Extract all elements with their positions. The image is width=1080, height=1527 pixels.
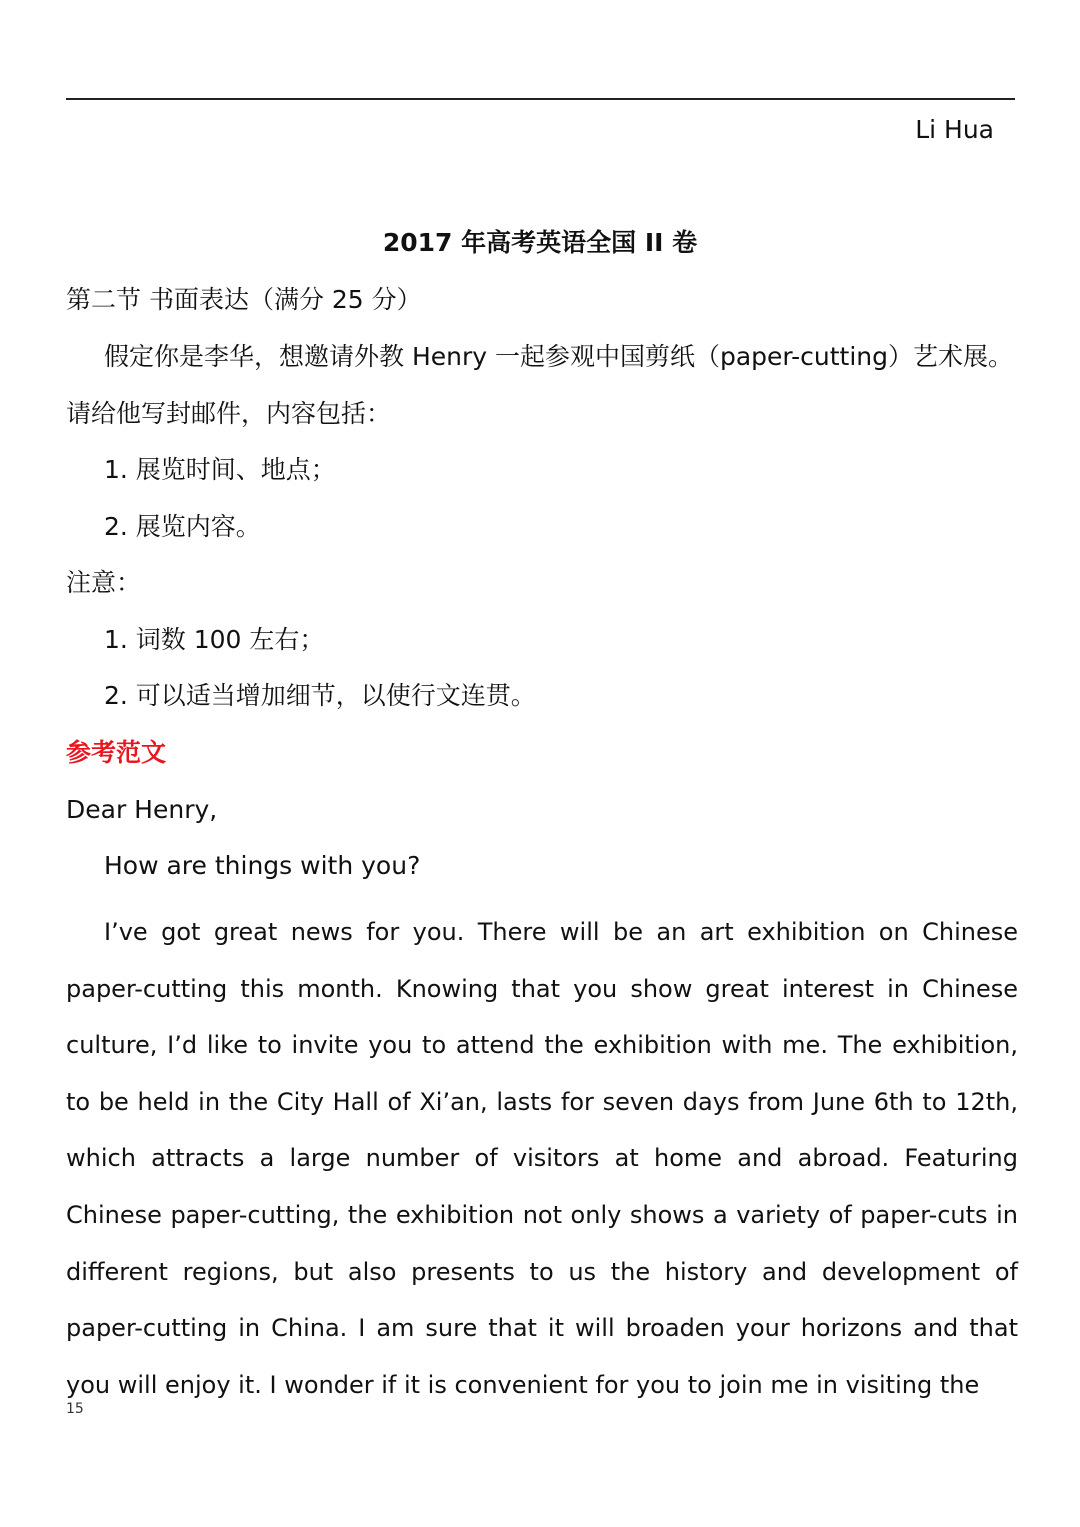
content-item-1: 1. 展览时间、地点；: [104, 455, 336, 484]
letter-signature: Li Hua: [915, 115, 994, 144]
page-title: 2017 年高考英语全国 II 卷: [382, 228, 698, 257]
page-number: 15: [66, 1401, 84, 1417]
prompt-line-2: 请给他写封邮件，内容包括：: [66, 399, 392, 428]
content-item-2: 2. 展览内容。: [104, 512, 261, 541]
letter-greeting: Dear Henry,: [66, 795, 218, 824]
notes-item-1: 1. 词数 100 左右；: [104, 625, 325, 654]
sample-essay-heading: 参考范文: [66, 738, 167, 767]
prompt-line-1: 假定你是李华，想邀请外教 Henry 一起参观中国剪纸（paper-cutting）艺术展。: [104, 342, 1013, 371]
top-divider: [66, 98, 1015, 100]
notes-heading: 注意：: [66, 568, 142, 597]
letter-opening: How are things with you?: [104, 851, 421, 880]
letter-body-paragraph: I’ve got great news for you. There will be an art exhibition on Chinese paper-cutting this month. Knowing that you show great interest in Chinese culture, I’d like to invite you to attend the exhibition with me. The exhibition, to be held in the City Hall of Xi’an, lasts for seven days from June 6th to 12th, which attracts a large number of visitors at home and abroad. Featuring Chinese paper-cutting, the exhibition not only shows a variety of paper-cuts in different regions, but also presents to us the history and development of paper-cutting in China. I am sure that it will broaden your horizons and that you will enjoy it. I wonder if it is convenient for you to join me in visiting the: [66, 918, 1018, 1399]
notes-item-2: 2. 可以适当增加细节，以使行文连贯。: [104, 681, 536, 710]
section-heading: 第二节 书面表达（满分 25 分）: [66, 285, 422, 314]
